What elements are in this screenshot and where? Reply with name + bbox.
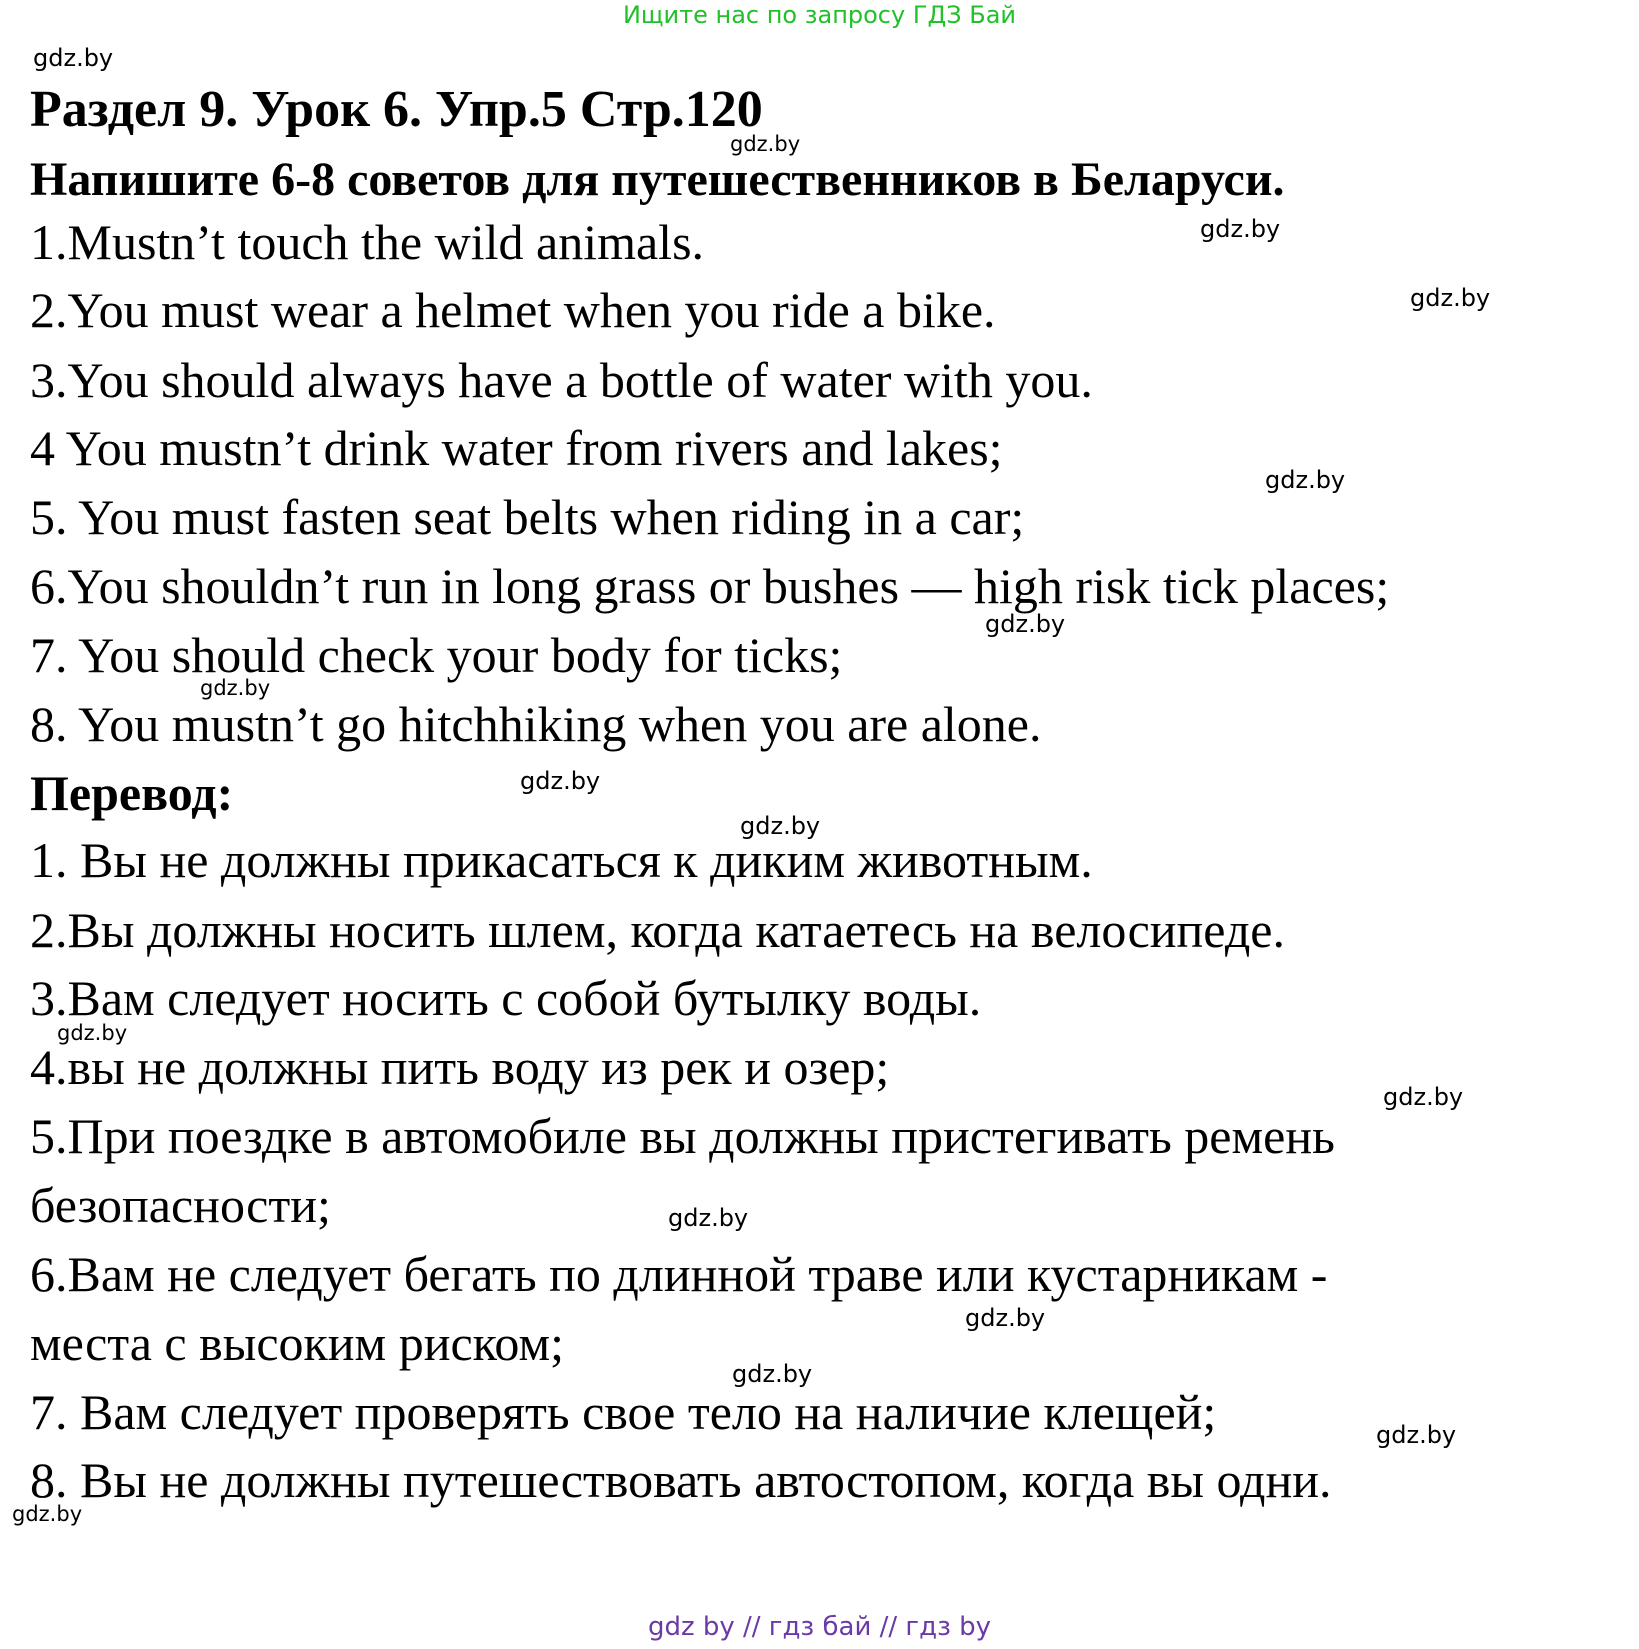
english-line-7: 7. You should check your body for ticks; — [30, 627, 843, 683]
watermark: gdz.by — [520, 767, 601, 795]
translation-line-7: 7. Вам следует проверять свое тело на наличие клещей; — [30, 1384, 1217, 1440]
watermark: gdz.by — [12, 1502, 83, 1526]
translation-line-6-cont: места с высоким риском; — [30, 1315, 564, 1371]
watermark: gdz.by — [1410, 284, 1491, 312]
watermark: gdz.by — [200, 676, 271, 700]
translation-line-5: 5.При поездке в автомобиле вы должны пристегивать ремень — [30, 1108, 1335, 1164]
watermark: gdz.by — [33, 44, 114, 72]
task-heading: Напишите 6-8 советов для путешественников в Беларуси. — [30, 153, 1285, 206]
english-line-2: 2.You must wear a helmet when you ride a bike. — [30, 282, 996, 338]
watermark: gdz.by — [740, 812, 821, 840]
translation-line-1: 1. Вы не должны прикасаться к диким животным. — [30, 832, 1093, 888]
english-line-4: 4 You mustn’t drink water from rivers and lakes; — [30, 420, 1003, 476]
footer-links: gdz by // гдз бай // гдз by — [647, 1612, 992, 1642]
watermark: gdz.by — [1376, 1421, 1457, 1449]
english-line-5: 5. You must fasten seat belts when riding in a car; — [30, 489, 1025, 545]
translation-line-3: 3.Вам следует носить с собой бутылку воды. — [30, 970, 982, 1026]
watermark: gdz.by — [730, 132, 801, 156]
watermark: gdz.by — [57, 1021, 128, 1045]
translation-line-8: 8. Вы не должны путешествовать автостопом, когда вы одни. — [30, 1452, 1332, 1508]
translation-heading: Перевод: — [30, 765, 234, 821]
watermark: gdz.by — [985, 610, 1066, 638]
page-title: Раздел 9. Урок 6. Упр.5 Стр.120 — [30, 81, 763, 138]
watermark: gdz.by — [1200, 215, 1281, 243]
english-line-6: 6.You shouldn’t run in long grass or bushes — high risk tick places; — [30, 558, 1390, 614]
watermark: gdz.by — [965, 1304, 1046, 1332]
watermark: gdz.by — [1383, 1083, 1464, 1111]
translation-line-2: 2.Вы должны носить шлем, когда катаетесь на велосипеде. — [30, 902, 1285, 958]
watermark: gdz.by — [668, 1204, 749, 1232]
translation-line-6: 6.Вам не следует бегать по длинной траве или кустарникам - — [30, 1246, 1328, 1302]
watermark: gdz.by — [1265, 466, 1346, 494]
translation-line-5-cont: безопасности; — [30, 1177, 331, 1233]
english-line-3: 3.You should always have a bottle of water with you. — [30, 352, 1093, 408]
translation-line-4: 4.вы не должны пить воду из рек и озер; — [30, 1039, 890, 1095]
english-line-8: 8. You mustn’t go hitchhiking when you are alone. — [30, 696, 1042, 752]
watermark: gdz.by — [732, 1360, 813, 1388]
search-banner: Ищите нас по запросу ГДЗ Бай — [622, 1, 1017, 29]
english-line-1: 1.Mustn’t touch the wild animals. — [30, 214, 705, 270]
